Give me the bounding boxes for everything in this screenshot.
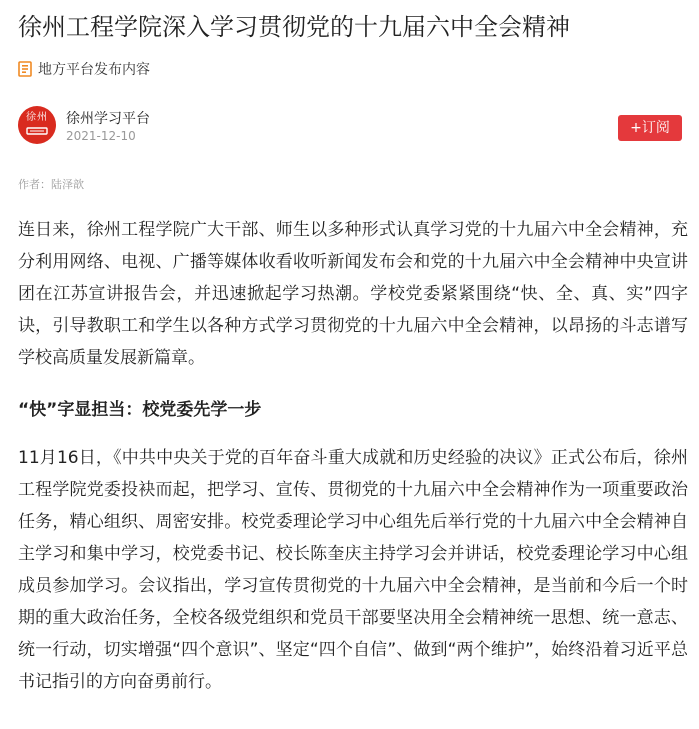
article-title: 徐州工程学院深入学习贯彻党的十九届六中全会精神 bbox=[18, 13, 570, 41]
section-heading: “快”字显担当：校党委先学一步 bbox=[18, 400, 262, 420]
document-icon bbox=[18, 61, 32, 77]
avatar[interactable] bbox=[18, 106, 56, 144]
paragraph: 11月16日，《中共中央关于党的百年奋斗重大成就和历史经验的决议》正式公布后，徐州工程学院党委投袂而起，把学习、宣传、贯彻党的十九届六中全会精神作为一项重要政治任务，精心组织、周密安排。校党委理论学习中心组先后举行党的十九届六中全会精神自主学习和集中学习，校党委书记、校长陈奎庆主持学习会并讲话，校党委理论学习中心组成员参加学习。会议指出，学习宣传贯彻党的十九届六中全会精神，是当前和今后一个时期的重大政治任务，全校各级党组织和党员干部要坚决用全会精神统一思想、统一意志、统一行动，切实增强“四个意识”、坚定“四个自信”、做到“两个维护”，始终沿着习近平总书记指引的方向奋勇前行。 bbox=[18, 448, 688, 692]
avatar-text: 徐州 bbox=[26, 112, 48, 123]
subscribe-button[interactable]: +订阅 bbox=[618, 115, 682, 141]
author-row bbox=[18, 106, 684, 146]
author-byline: 作者：陆泽歆 bbox=[18, 178, 84, 191]
paragraph: 连日来，徐州工程学院广大干部、师生以多种形式认真学习党的十九届六中全会精神，充分利用网络、电视、广播等媒体收看收听新闻发布会和党的十九届六中全会精神中央宣讲团在江苏宣讲报告会，并迅速掀起学习热潮。学校党委紧紧围绕“快、全、真、实”四字诀，引导教职工和学生以各种方式学习贯彻党的十九届六中全会精神，以昂扬的斗志谱写学校高质量发展新篇章。 bbox=[18, 220, 688, 368]
source-label-row bbox=[18, 58, 150, 80]
article-body bbox=[18, 214, 688, 698]
source-label: 地方平台发布内容 bbox=[38, 62, 150, 78]
avatar-logo-icon bbox=[18, 106, 56, 144]
author-name[interactable]: 徐州学习平台 bbox=[66, 111, 150, 127]
publish-date: 2021-12-10 bbox=[66, 129, 136, 143]
